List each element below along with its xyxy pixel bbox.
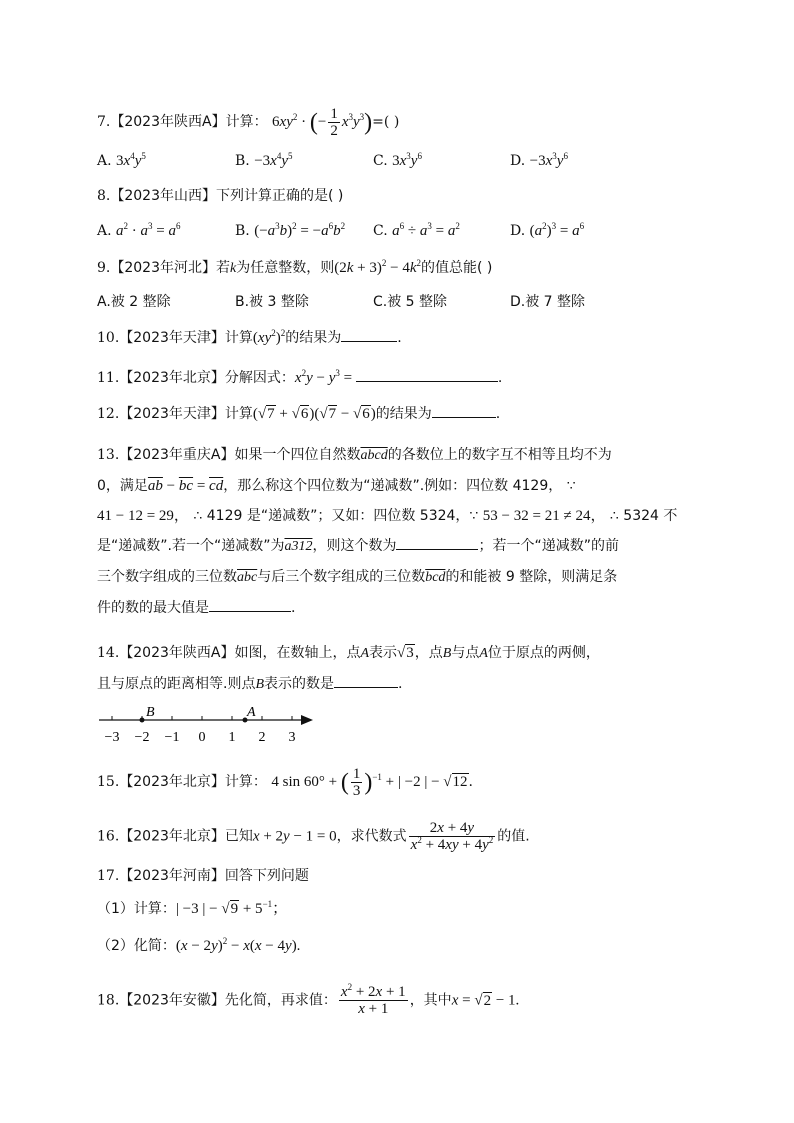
question-17-part-1	[97, 899, 287, 919]
math-expression: 53 − 32 = 21 ≠ 24，	[482, 508, 606, 524]
question-source: 【2023年河南】	[119, 868, 225, 884]
option-d: D. $(a^2)^3 = a^6$	[510, 221, 585, 239]
question-source: 【2023年陕西A】	[110, 113, 226, 130]
question-9	[97, 258, 492, 279]
math-expression: | −3 | − $√9 + 5^{-1}$；	[175, 899, 288, 917]
question-number: 17.	[97, 868, 120, 884]
question-stem: 已知	[224, 828, 253, 845]
point-b-label: B	[146, 705, 155, 720]
math-expression: $x^2y - y^3$ =	[294, 368, 356, 386]
question-10	[97, 328, 402, 348]
number-line-label: −2	[134, 730, 150, 744]
text: 与点	[451, 645, 480, 661]
question-source: 【2023年河北】	[110, 260, 216, 276]
question-7	[97, 106, 399, 139]
question-stem: 的结果为	[285, 330, 342, 346]
option-c: C. $3x^3y^6$	[373, 151, 422, 169]
text: 的和能被 9 整除，则满足条	[445, 569, 618, 585]
fraction: $\frac{x^2 + 2x + 1}{x + 1}$	[340, 982, 406, 1017]
fraction: $\frac{2x + 4y}{x^2 + 4xy + 4y^2}$	[410, 820, 494, 853]
question-15	[97, 766, 473, 799]
text: ，点	[414, 645, 443, 661]
answer-blank[interactable]	[334, 675, 398, 688]
math-expression: (√7 + √6)(√7 − √6)	[252, 406, 376, 422]
question-number: 13.	[97, 447, 120, 463]
text: 如图，在数轴上，点	[234, 645, 361, 661]
math-expression: x = √2 − 1.	[451, 992, 520, 1009]
question-number: 10.	[97, 330, 120, 346]
question-16	[97, 820, 530, 853]
answer-blank[interactable]	[432, 405, 496, 418]
period: .	[291, 600, 296, 616]
question-number: 11.	[97, 370, 120, 386]
question-number: 16.	[97, 828, 120, 845]
math-expression: x + 2y − 1 = 0	[252, 828, 337, 845]
question-stem: 的结果为	[375, 406, 432, 422]
question-number: 14.	[97, 645, 120, 661]
number-line	[95, 702, 320, 744]
question-stem: 为任意整数，则	[236, 260, 335, 276]
point-label: B	[442, 646, 452, 661]
question-8	[97, 186, 343, 206]
therefore-symbol: ∴	[609, 508, 619, 524]
text: 0，满足	[97, 478, 148, 494]
part-label: （2）化简：	[97, 938, 176, 954]
question-13: 13.【2023年重庆A】如果一个四位自然数abcd的各数位上的数字互不相等且均不为 0，满足$\overline{ab} - \overline{bc} = \overline{cd}$，那么称这个四位数为“递减数”.例如：四位数 4129， ∵ 41 − 12 = 29， ∴ 4129 是“递减数”；又如：四位数 5324，∵ 53 − 32 = 21 ≠ 24， ∴ 5324 不 是“递减数”.若一个“递减数”为a312，则这个数为 ；若一个“递减数”的前 三个数字组成的三位数$\overline{abc}$与后三个数字组成的三位数$\overline{bcd}$的和能被 9 整除，则满足条 件的数的最大值是 .	[97, 447, 678, 616]
question-source: 【2023年山西】	[110, 188, 216, 204]
question-source: 【2023年天津】	[119, 330, 225, 346]
number-line-label: −3	[104, 730, 120, 744]
question-source: 【2023年安徽】	[119, 992, 225, 1009]
question-number: 8.	[97, 188, 111, 204]
question-stem: 计算：	[224, 773, 267, 790]
text: 三个数字组成的三位数	[97, 569, 237, 585]
because-symbol: ∵	[566, 478, 576, 494]
question-14: 14.【2023年陕西A】如图，在数轴上，点A表示√3，点B与点A位于原点的两侧， 且与原点的距离相等.则点B表示的数是 .	[97, 645, 600, 692]
text: 如果一个四位自然数	[234, 447, 361, 463]
question-source: 【2023年北京】	[119, 370, 225, 386]
question-stem: 先化简，再求值：	[224, 992, 337, 1009]
answer-blank[interactable]	[396, 537, 478, 550]
question-stem: 的值总能( )	[421, 260, 493, 276]
question-number: 9.	[97, 260, 111, 276]
period: .	[495, 406, 501, 422]
text: ，则这个数为	[312, 538, 397, 554]
text: 是“递减数”.若一个“递减数”为	[97, 538, 285, 554]
option-c: C.被 5 整除	[373, 294, 448, 310]
answer-blank[interactable]	[356, 369, 498, 382]
question-number: 12.	[97, 406, 120, 422]
option-a: A. $a^2 \cdot a^3 = a^6$	[97, 221, 181, 239]
question-source: 【2023年天津】	[119, 406, 225, 422]
option-d: D.被 7 整除	[510, 294, 586, 310]
question-number: 7.	[97, 113, 111, 130]
period: .	[497, 370, 503, 386]
text: 且与原点的距离相等.则点	[97, 676, 256, 692]
point-label: A	[479, 646, 488, 661]
question-number: 18.	[97, 992, 120, 1009]
text: 表示	[369, 645, 398, 661]
option-a: A. $3x^4y^5$	[97, 151, 146, 169]
number-line-label: 1	[228, 730, 236, 744]
math-expression: $(x - 2y)^2 - x(x - 4y)$.	[175, 936, 301, 954]
question-18	[97, 984, 519, 1017]
math-expression: 4 sin 60° + ( $\frac{1}{3}$ )$^{-1}$ + | −2 | − √12	[271, 766, 468, 799]
option-c: C. $a^6 \div a^3 = a^2$	[373, 221, 460, 239]
option-a: A.被 2 整除	[97, 294, 171, 310]
number-line-label: −1	[164, 730, 180, 744]
question-source: 【2023年北京】	[119, 828, 225, 845]
period: .	[468, 773, 473, 790]
question-17	[97, 866, 309, 886]
math-expression: $(xy^2)^2$	[252, 328, 286, 346]
text: ，那么称这个四位数为“递减数”.例如：四位数 4129，	[223, 478, 563, 494]
question-stem: ，其中	[409, 992, 452, 1009]
option-d: D. $-3x^3y^6$	[510, 151, 568, 169]
text: 位于原点的两侧，	[487, 645, 600, 661]
because-symbol: ∵	[469, 508, 479, 524]
question-stem: 回答下列问题	[224, 868, 309, 884]
question-11	[97, 368, 502, 388]
question-stem: 计算	[224, 406, 253, 422]
text: 件的数的最大值是	[97, 600, 209, 616]
question-stem: 的值.	[497, 828, 530, 845]
question-12	[97, 404, 500, 424]
text: 的各数位上的数字互不相等且均不为	[387, 447, 612, 463]
point-label: A	[360, 646, 370, 661]
point-label: B	[255, 677, 265, 692]
question-stem: 若	[216, 260, 230, 276]
math-expression: $6xy^2$ · (− $\frac{1}{2}$ $x^3y^3$)	[272, 106, 373, 139]
point-a-label: A	[247, 705, 256, 720]
question-stem: 分解因式：	[224, 370, 295, 386]
question-stem: ，求代数式	[336, 828, 407, 845]
point-b	[140, 718, 145, 723]
option-b: B. $-3x^4y^5$	[235, 151, 293, 169]
math-expression: 41 − 12 = 29，	[97, 508, 189, 524]
question-source: 【2023年陕西A】	[119, 645, 235, 661]
part-label: （1）计算：	[97, 901, 176, 917]
text: ；若一个“递减数”的前	[478, 538, 619, 554]
number-line-label: 3	[288, 730, 296, 744]
therefore-symbol: ∴	[193, 508, 203, 524]
answer-blank[interactable]	[209, 599, 291, 612]
text: 4129 是“递减数”；又如：四位数 5324，	[206, 508, 470, 524]
answer-blank[interactable]	[341, 329, 397, 342]
option-b: B. $(-a^3b)^2 = -a^6b^2$	[235, 221, 346, 239]
question-stem: 计算	[224, 330, 253, 346]
question-stem: 下列计算正确的是( )	[216, 188, 344, 204]
period: .	[397, 330, 402, 346]
period: .	[398, 676, 403, 692]
text: 5324 不	[623, 508, 678, 524]
question-stem: 计算：	[225, 113, 268, 130]
variable: k	[230, 261, 237, 276]
option-b: B.被 3 整除	[235, 294, 309, 310]
number-line-label: 2	[258, 730, 266, 744]
text: 表示的数是	[264, 676, 335, 692]
answer-paren: =( )	[372, 113, 400, 130]
question-source: 【2023年重庆A】	[119, 447, 235, 463]
question-number: 15.	[97, 773, 120, 790]
question-source: 【2023年北京】	[119, 773, 225, 790]
question-17-part-2	[97, 936, 300, 956]
math-expression: $(2k + 3)^2 - 4k^2$	[334, 258, 421, 276]
number-line-label: 0	[198, 730, 206, 744]
text: 与后三个数字组成的三位数	[257, 569, 426, 585]
